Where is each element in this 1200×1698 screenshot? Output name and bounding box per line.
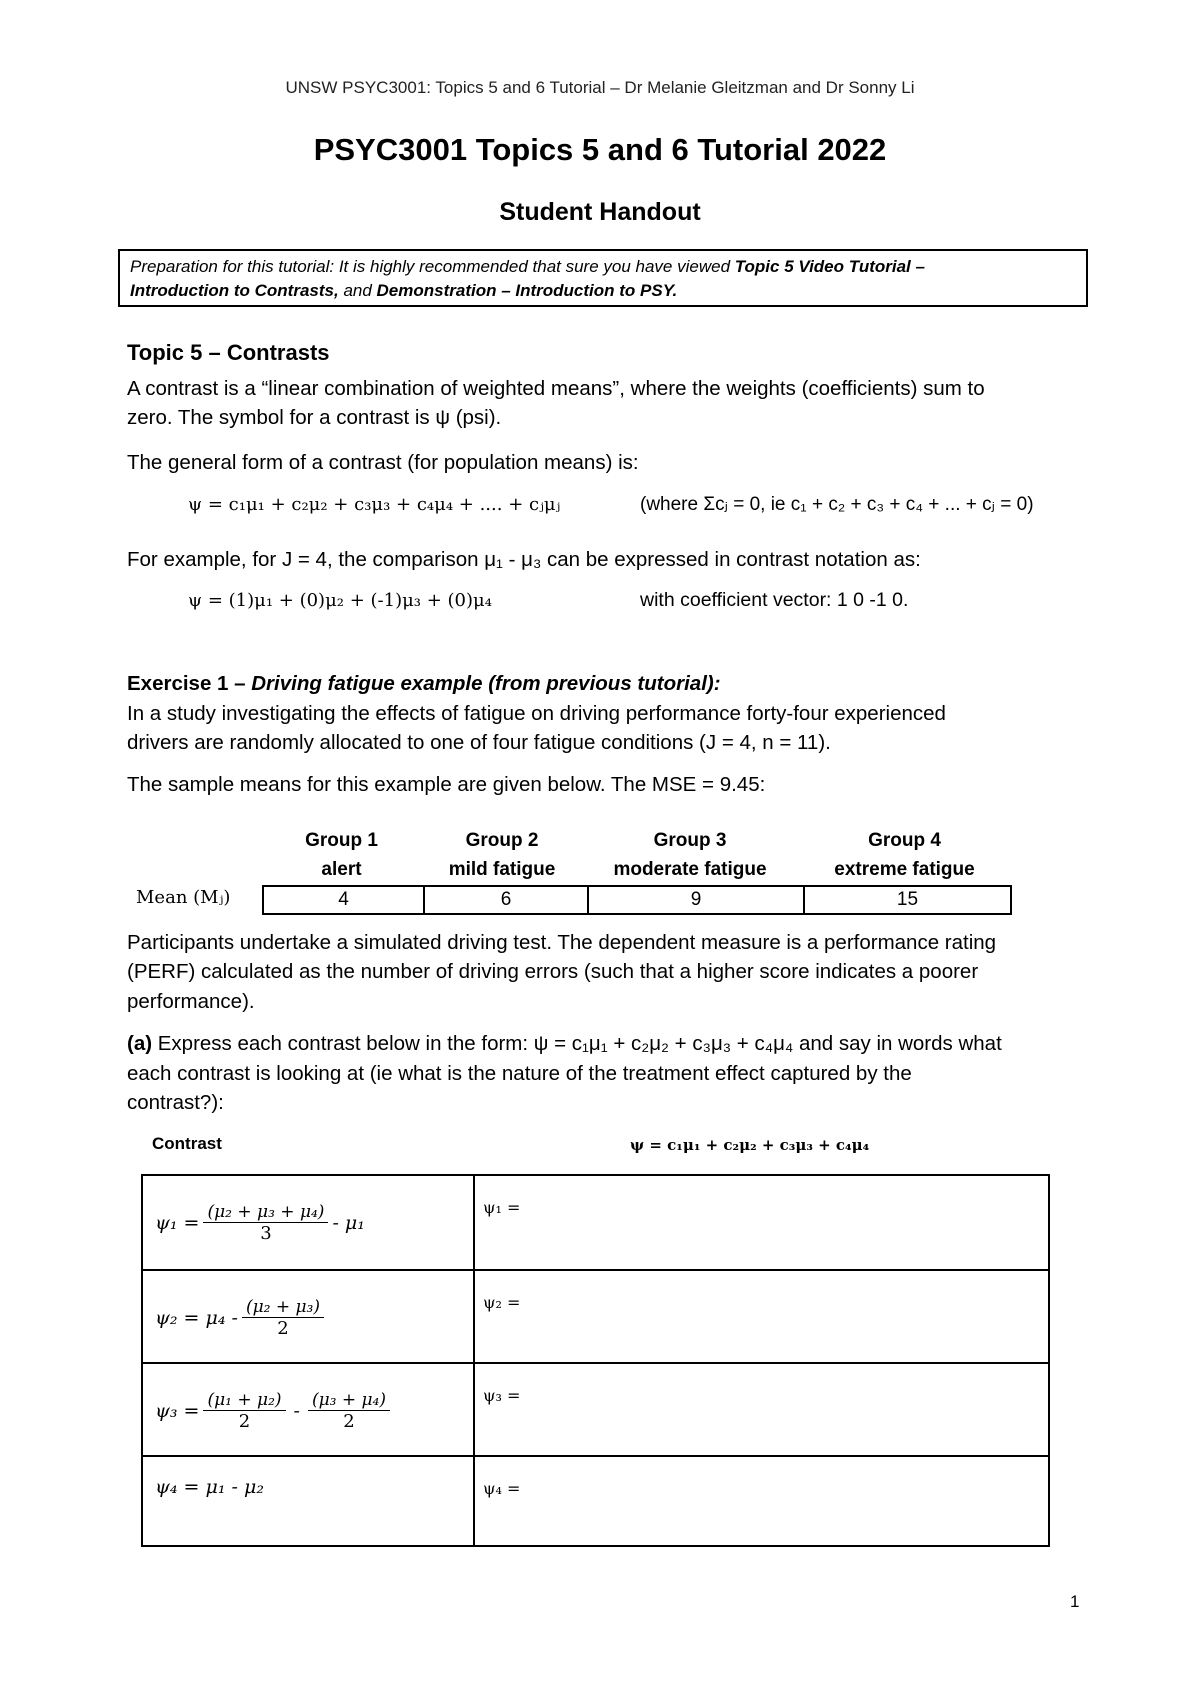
prep-text: Preparation for this tutorial: It is highly recommended that sure you have viewed (130, 257, 735, 276)
question-label: (a) (127, 1032, 153, 1055)
question-text: Express each contrast below in the form: ψ = c₁μ₁ + c₂μ₂ + c₃μ₃ + c₄μ₄ and say in words what (152, 1032, 1002, 1055)
mean-cell: 4 (338, 889, 349, 910)
topic5-text: A contrast is a “linear combination of weighted means”, where the weights (coefficients) sum to (127, 377, 985, 400)
mean-cell: 6 (423, 887, 587, 913)
table-row (143, 1455, 1048, 1547)
general-contrast-formula: ψ = c₁μ₁ + c₂μ₂ + c₃μ₃ + c₄μ₄ + .... + cⱼμⱼ (188, 494, 561, 515)
question-text: each contrast is looking at (ie what is the nature of the treatment effect captured by the (127, 1062, 912, 1085)
prep-line-1 (130, 257, 925, 277)
prep-video-title-cont: Introduction to Contrasts, (130, 281, 339, 300)
answer-field-2[interactable]: ψ₂ = (483, 1293, 521, 1312)
coefficient-vector-note: with coefficient vector: 1 0 -1 0. (640, 589, 909, 611)
group-header-2: Group 2 mild fatigue (448, 830, 556, 880)
exercise-text: In a study investigating the effects of fatigue on driving performance forty-four experienced (127, 702, 946, 725)
running-header: UNSW PSYC3001: Topics 5 and 6 Tutorial – Dr Melanie Gleitzman and Dr Sonny Li (285, 78, 915, 97)
contrast-formula-4: ψ₄ = μ₁ - μ₂ (155, 1476, 264, 1498)
topic5-text: The general form of a contrast (for population means) is: (127, 451, 639, 474)
mean-cell: 9 (587, 887, 803, 913)
exercise-text: performance). (127, 990, 255, 1013)
exercise-text: drivers are randomly allocated to one of four fatigue conditions (J = 4, n = 11). (127, 731, 831, 754)
group-header-4: Group 4 extreme fatigue (834, 830, 975, 880)
exercise1-heading (127, 672, 721, 696)
means-table (262, 885, 1012, 915)
exercise-text: (PERF) calculated as the number of driving errors (such that a higher score indicates a poorer (127, 960, 979, 983)
table-row (143, 1362, 1048, 1457)
contrast-formula-1: ψ₁ = $\frac{\text{(μ₂ + μ₃ + μ₄)}}{3}$ - μ₁ (155, 1201, 365, 1244)
table-row (143, 1176, 1048, 1269)
topic5-text: zero. The symbol for a contrast is ψ (psi). (127, 406, 502, 429)
question-a (127, 1032, 1002, 1056)
prep-text: and (338, 281, 377, 300)
group-header-3: Group 3 moderate fatigue (613, 830, 767, 880)
topic5-heading: Topic 5 – Contrasts (127, 340, 330, 365)
mean-row-label: Mean (Mⱼ) (136, 887, 231, 908)
exercise-label: Exercise 1 – (127, 672, 252, 695)
answer-field-3[interactable]: ψ₃ = (483, 1386, 521, 1405)
formula-note: (where Σcⱼ = 0, ie c₁ + c₂ + c₃ + c₄ + ... + cⱼ = 0) (640, 494, 1034, 515)
preparation-box (118, 249, 1088, 307)
prep-line-2 (130, 281, 677, 301)
exercise-title: Driving fatigue example (from previous tutorial): (251, 672, 721, 695)
exercise-text: The sample means for this example are given below. The MSE = 9.45: (127, 773, 766, 796)
exercise-text: Participants undertake a simulated driving test. The dependent measure is a performance rating (127, 931, 997, 954)
question-text: contrast?): (127, 1091, 224, 1114)
answer-field-4[interactable]: ψ₄ = (483, 1479, 521, 1498)
answer-field-1[interactable]: ψ₁ = (483, 1198, 521, 1217)
table-row (143, 1269, 1048, 1364)
prep-demo-title: Demonstration – Introduction to PSY. (376, 281, 678, 300)
group-header-1: Group 1 alert (305, 830, 378, 880)
prep-video-title: Topic 5 Video Tutorial – (734, 257, 925, 276)
col-header-contrast: Contrast (152, 1134, 222, 1153)
col-header-form: ψ = c₁μ₁ + c₂μ₂ + c₃μ₃ + c₄μ₄ (630, 1136, 870, 1154)
page-title: PSYC3001 Topics 5 and 6 Tutorial 2022 (313, 132, 887, 167)
mean-cell: 15 (803, 887, 1010, 913)
example-contrast-formula: ψ = (1)μ₁ + (0)μ₂ + (-1)μ₃ + (0)μ₄ (188, 590, 492, 611)
contrast-formula-2: ψ₂ = μ₄ - $\frac{\text{(μ₂ + μ₃)}}{2}$ (155, 1271, 328, 1364)
page-number: 1 (1070, 1592, 1080, 1611)
contrast-formula-3: ψ₃ = $\frac{\text{(μ₁ + μ₂)}}{2}$ - $\frac{\text{(μ₃ + μ₄)}}{2}$ (155, 1364, 394, 1457)
contrasts-table (141, 1174, 1050, 1547)
topic5-text: For example, for J = 4, the comparison μ₁ - μ₃ can be expressed in contrast notation as: (127, 548, 921, 571)
page-subtitle: Student Handout (499, 198, 701, 226)
